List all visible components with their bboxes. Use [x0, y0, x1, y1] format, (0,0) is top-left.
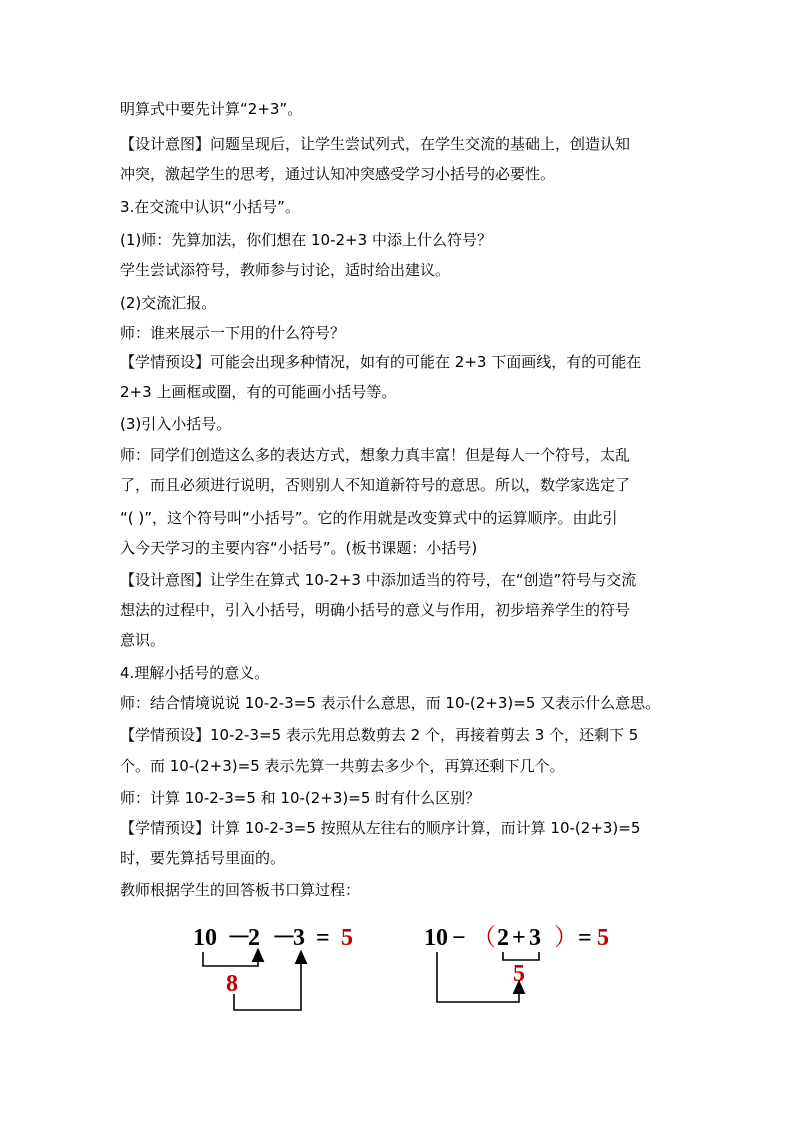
result-5: 5 — [341, 925, 353, 951]
number-3: 3 — [293, 925, 305, 951]
bracket-2-3 — [503, 952, 539, 960]
text-line: 【学情预设】10-2-3=5 表示先用总数剪去 2 个，再接着剪去 3 个，还剩下 5 — [120, 726, 639, 744]
text-line: 师：同学们创造这么多的表达方式，想象力真丰富！但是每人一个符号，太乱 — [120, 446, 631, 464]
number-3: 3 — [529, 925, 541, 951]
minus-sign: － — [272, 925, 296, 951]
number-2: 2 — [248, 925, 260, 951]
text-line: (2)交流汇报。 — [120, 294, 217, 312]
number-10: 10 — [424, 925, 448, 951]
text-line: 明算式中要先计算“2+3”。 — [120, 100, 303, 118]
text-line: 时，要先算括号里面的。 — [120, 849, 286, 867]
number-10: 10 — [193, 925, 217, 951]
text-line: 【设计意图】问题呈现后，让学生尝试列式，在学生交流的基础上，创造认知 — [120, 135, 631, 153]
text-line: 了，而且必须进行说明，否则别人不知道新符号的意思。所以，数学家选定了 — [120, 476, 631, 494]
text-line: 师：谁来展示一下用的什么符号？ — [120, 324, 346, 342]
text-line: 【学情预设】可能会出现多种情况，如有的可能在 2+3 下面画线，有的可能在 — [120, 353, 642, 371]
text-line: 师：结合情境说说 10-2-3=5 表示什么意思，而 10-(2+3)=5 又表示什么意思。 — [120, 694, 661, 712]
minus-sign: － — [227, 925, 251, 951]
result-5: 5 — [597, 925, 609, 951]
text-line: 入今天学习的主要内容“小括号”。(板书课题：小括号) — [120, 539, 478, 557]
text-line: 4.理解小括号的意义。 — [120, 664, 270, 682]
partial-result-8: 8 — [226, 971, 238, 997]
bracket-arrow-8-3 — [234, 956, 301, 1010]
text-line: 2+3 上画框或圈，有的可能画小括号等。 — [120, 383, 397, 401]
text-line: 师：计算 10-2-3=5 和 10-(2+3)=5 时有什么区别？ — [120, 789, 481, 807]
text-line: (3)引入小括号。 — [120, 415, 232, 433]
text-line: 个。而 10-(2+3)=5 表示先算一共剪去多少个，再算还剩下几个。 — [120, 757, 565, 775]
text-line: 冲突，激起学生的思考，通过认知冲突感受学习小括号的必要性。 — [120, 165, 556, 183]
text-line: 学生尝试添符号，教师参与讨论，适时给出建议。 — [120, 261, 451, 279]
equals-sign: = — [578, 925, 592, 951]
text-line: “( )”，这个符号叫“小括号”。它的作用就是改变算式中的运算顺序。由此引 — [120, 509, 618, 527]
text-line: 3.在交流中认识“小括号”。 — [120, 198, 300, 216]
text-line: 想法的过程中，引入小括号，明确小括号的意义与作用，初步培养学生的符号 — [120, 601, 631, 619]
text-line: 【学情预设】计算 10-2-3=5 按照从左往右的顺序计算，而计算 10-(2+3)=5 — [120, 819, 641, 837]
right-parenthesis: ） — [554, 925, 578, 951]
text-line: 教师根据学生的回答板书口算过程： — [120, 881, 361, 899]
left-parenthesis: （ — [472, 925, 496, 951]
equals-sign: = — [316, 925, 330, 951]
plus-sign: + — [512, 925, 526, 951]
text-line: 【设计意图】让学生在算式 10-2+3 中添加适当的符号，在“创造”符号与交流 — [120, 571, 637, 589]
bracket-arrow-10-2 — [203, 952, 258, 966]
partial-result-5: 5 — [513, 961, 525, 987]
number-2: 2 — [497, 925, 509, 951]
text-line: 意识。 — [120, 631, 166, 649]
minus-sign: − — [452, 925, 466, 951]
text-line: (1)师：先算加法，你们想在 10-2+3 中添上什么符号？ — [120, 231, 492, 249]
